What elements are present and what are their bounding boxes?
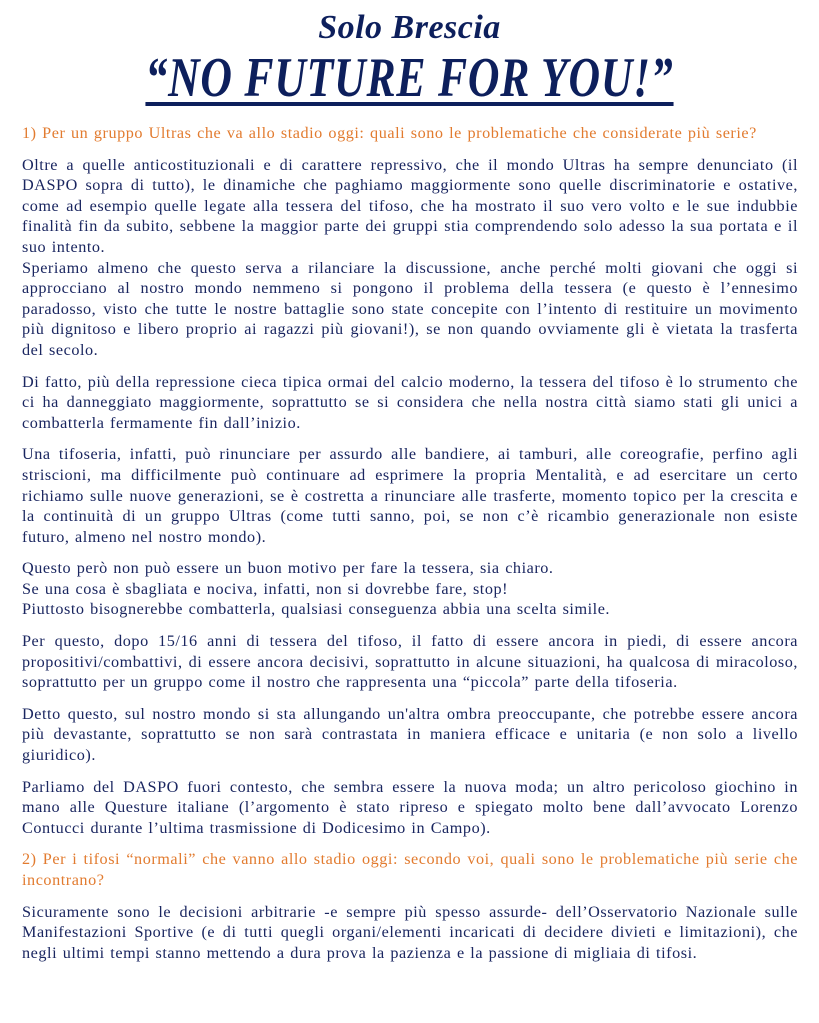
- answer-1-line: Se una cosa è sbagliata e nociva, infatti, non si dovrebbe fare, stop!: [22, 579, 509, 598]
- answer-2-paragraph: [22, 902, 798, 964]
- answer-1-paragraph: [22, 777, 798, 839]
- answer-1-paragraph: [22, 704, 798, 766]
- answer-1-line: Questo però non può essere un buon motivo per fare la tessera, sia chiaro.: [22, 559, 554, 578]
- answer-1-paragraph: [22, 631, 798, 693]
- answer-1-line: Una tifoseria, infatti, può rinunciare per assurdo alle bandiere, ai tamburi, alle coreografie, perfino agli striscioni, ma difficilmente può continuare ad esprimere la propria Mentalità, e ad esercitare un certo richiamo sulle nuove generazioni, se è costretta a rinunciare alle trasferte, momento topico per la crescita e la continuità di un gruppo Ultras (come tutti sanno, poi, se non c’è ricambio generazionale non esiste futuro, almeno nel nostro mondo).: [22, 445, 798, 546]
- answer-1-line: Di fatto, più della repressione cieca tipica ormai del calcio moderno, la tessera del tifoso è lo strumento che ci ha danneggiato maggiormente, soprattutto se si considera che nella nostra città siamo stati gli unici a combatterla fermamente fin dall’inizio.: [22, 372, 798, 432]
- answer-1-line: Detto questo, sul nostro mondo si sta allungando un'altra ombra preoccupante, che potrebbe essere ancora più devastante, soprattutto se non sarà contrastata in maniera efficace e unitaria (e non solo a livello giuridico).: [22, 704, 798, 765]
- answer-1-line: Speriamo almeno che questo serva a rilanciare la discussione, anche perché molti giovani che oggi si approcciano al nostro mondo nemmeno si pongono il problema della tessera (e questo è l’ennesimo paradosso, visto che tutte le nostre battaglie sono state concepite con l’intento di restituire un movimento più dignitoso e libero proprio ai ragazzi più giovani!), se non quando ovviamente gli è vietata la trasferta del secolo.: [22, 258, 798, 359]
- interview-content: [22, 123, 798, 974]
- question-1: 1) Per un gruppo Ultras che va allo stadio oggi: quali sono le problematiche che considerate più serie?: [22, 124, 757, 142]
- document-title: [90, 48, 729, 108]
- answer-1-line: Oltre a quelle anticostituzionali e di carattere repressivo, che il mondo Ultras ha sempre denunciato (il DASPO sopra di tutto), le dinamiche che paghiamo maggiormente sono quelle discriminatorie e ostative, come ad esempio quelle legate alla tessera del tifoso, che ha mostrato il suo vero volto e le sue indubbie finalità fin da subito, sebbene la maggior parte dei gruppi stia comprendendo solo adesso la sua portata e il suo intento.: [22, 155, 798, 256]
- question-2: 2) Per i tifosi “normali” che vanno allo stadio oggi: secondo voi, quali sono le problematiche più serie che incontrano?: [22, 850, 798, 889]
- answer-1-paragraph: [22, 444, 798, 547]
- answer-1-line: Per questo, dopo 15/16 anni di tessera del tifoso, il fatto di essere ancora in piedi, di essere ancora propositivi/combattivi, di essere ancora decisivi, soprattutto in alcune situazioni, ha qualcosa di miracoloso, soprattutto per un gruppo come il nostro che rappresenta una “piccola” parte della tifoseria.: [22, 632, 798, 692]
- answer-1-paragraph: [22, 558, 798, 620]
- answer-1-line: Parliamo del DASPO fuori contesto, che sembra essere la nuova moda; un altro pericoloso giochino in mano alle Questure italiane (l’argomento è stato ripreso e spiegato molto bene dall’avvocato Lorenzo Contucci durante l’ultima trasmissione di Dodicesimo in Campo).: [22, 777, 798, 837]
- document-title-text: “NO FUTURE FOR YOU!”: [145, 47, 674, 109]
- answer-2-line: Sicuramente sono le decisioni arbitrarie -e sempre più spesso assurde- dell’Osservatorio Nazionale sulle Manifestazioni Sportive (e di tutti quegli organi/elementi incaricati di decidere divieti e limitazioni), che negli ultimi tempi stanno mettendo a dura prova la pazienza e la passione di migliaia di tifosi.: [22, 902, 798, 962]
- answer-1-line: Piuttosto bisognerebbe combatterla, qualsiasi conseguenza abbia una scelta simile.: [22, 600, 611, 619]
- answer-1-paragraph: [22, 372, 798, 434]
- document-subtitle: Solo Brescia: [318, 9, 501, 46]
- answer-1-paragraph: [22, 155, 798, 361]
